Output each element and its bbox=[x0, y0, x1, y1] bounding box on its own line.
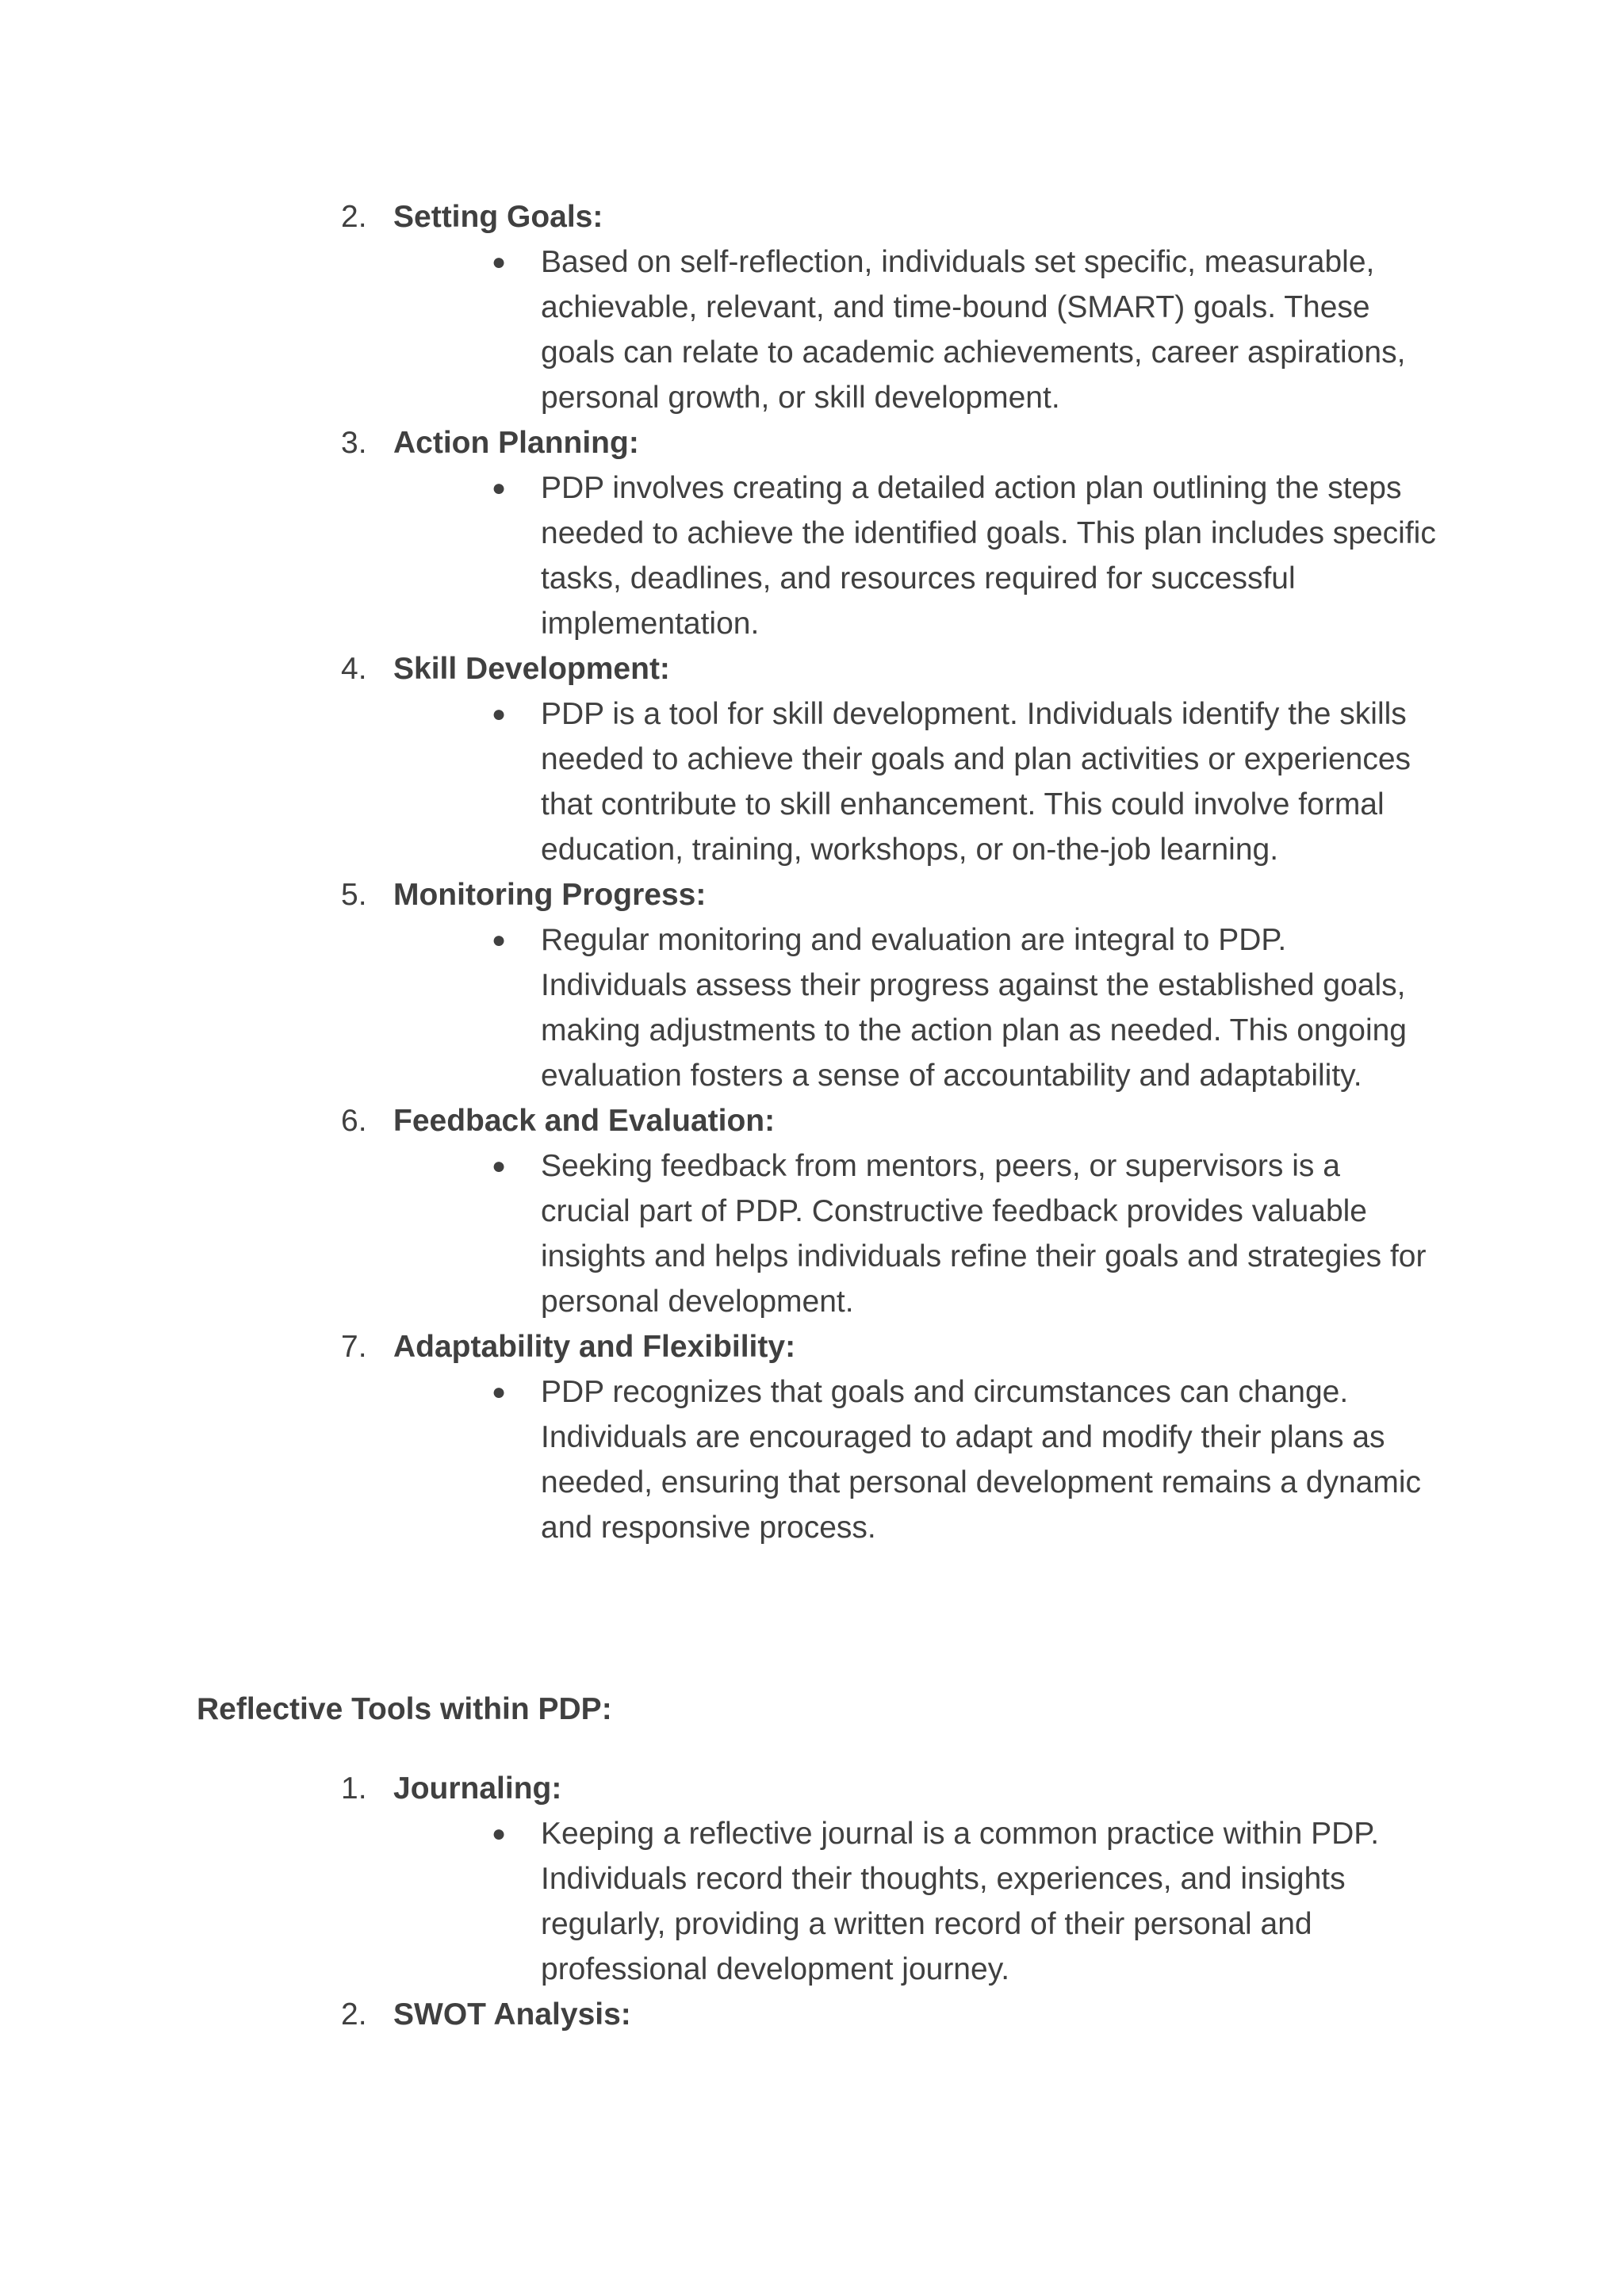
bullet-text: PDP involves creating a detailed action plan outlining the steps needed to achieve the identified goals. This plan includes specific tasks, deadlines, and resources required for successful implementation. bbox=[541, 471, 1436, 641]
list-item-action-planning bbox=[0, 420, 1624, 646]
item-title: Feedback and Evaluation: bbox=[393, 1104, 776, 1138]
bullet-text: Regular monitoring and evaluation are integral to PDP. Individuals assess their progress against the established goals, making adjustments to the action plan as needed. This ongoing evaluation fosters a sense of accountability and adaptability. bbox=[541, 923, 1407, 1093]
bullet-icon: ● bbox=[492, 1379, 507, 1405]
bullet-icon: ● bbox=[492, 701, 507, 727]
item-title: Skill Development: bbox=[393, 652, 670, 686]
list-item-journaling bbox=[0, 1766, 1624, 1992]
item-title: SWOT Analysis: bbox=[393, 1997, 631, 2032]
item-number: 4. bbox=[341, 652, 367, 686]
list-item-swot-analysis bbox=[0, 1992, 1624, 2037]
item-number: 3. bbox=[341, 426, 367, 460]
item-title: Adaptability and Flexibility: bbox=[393, 1330, 796, 1364]
list-item-adaptability-flexibility bbox=[0, 1324, 1624, 1550]
bullet-icon: ● bbox=[492, 475, 507, 501]
item-number: 2. bbox=[341, 1997, 367, 2032]
item-bullet bbox=[0, 691, 1624, 872]
item-title: Journaling: bbox=[393, 1771, 562, 1806]
item-number: 6. bbox=[341, 1104, 367, 1138]
list-item-skill-development bbox=[0, 646, 1624, 872]
item-number: 5. bbox=[341, 878, 367, 912]
bullet-text: Seeking feedback from mentors, peers, or supervisors is a crucial part of PDP. Constructive feedback provides valuable insights and helps individuals refine their goals and strategies for personal development. bbox=[541, 1149, 1427, 1319]
item-bullet bbox=[0, 465, 1624, 646]
bullet-icon: ● bbox=[492, 927, 507, 953]
item-number: 2. bbox=[341, 200, 367, 234]
item-title: Action Planning: bbox=[393, 426, 639, 460]
item-number: 7. bbox=[341, 1330, 367, 1364]
list-item-monitoring-progress bbox=[0, 872, 1624, 1098]
bullet-icon: ● bbox=[492, 1821, 507, 1847]
item-title: Setting Goals: bbox=[393, 200, 603, 234]
item-bullet bbox=[0, 917, 1624, 1098]
item-bullet bbox=[0, 1369, 1624, 1550]
bullet-icon: ● bbox=[492, 1153, 507, 1179]
item-bullet bbox=[0, 239, 1624, 420]
reflective-tools-list bbox=[0, 1766, 1624, 2037]
item-number: 1. bbox=[341, 1771, 367, 1806]
bullet-text: PDP recognizes that goals and circumstances can change. Individuals are encouraged to adapt and modify their plans as needed, ensuring that personal development remains a dynamic and responsive process. bbox=[541, 1375, 1422, 1545]
item-bullet bbox=[0, 1811, 1624, 1992]
bullet-text: PDP is a tool for skill development. Individuals identify the skills needed to achieve their goals and plan activities or experiences that contribute to skill enhancement. This could involve formal education, training, workshops, or on-the-job learning. bbox=[541, 697, 1411, 867]
item-bullet bbox=[0, 1143, 1624, 1324]
bullet-text: Keeping a reflective journal is a common practice within PDP. Individuals record their thoughts, experiences, and insights regularly, providing a written record of their personal and professional development journey. bbox=[541, 1817, 1380, 1986]
item-title: Monitoring Progress: bbox=[393, 878, 707, 912]
bullet-icon: ● bbox=[492, 249, 507, 275]
list-item-feedback-evaluation bbox=[0, 1098, 1624, 1324]
pdp-steps-list bbox=[0, 194, 1624, 1550]
section-heading: Reflective Tools within PDP: bbox=[197, 1692, 612, 1726]
bullet-text: Based on self-reflection, individuals set specific, measurable, achievable, relevant, and time-bound (SMART) goals. These goals can relate to academic achievements, career aspirations, personal growth, or skill development. bbox=[541, 245, 1406, 415]
list-item-setting-goals bbox=[0, 194, 1624, 420]
